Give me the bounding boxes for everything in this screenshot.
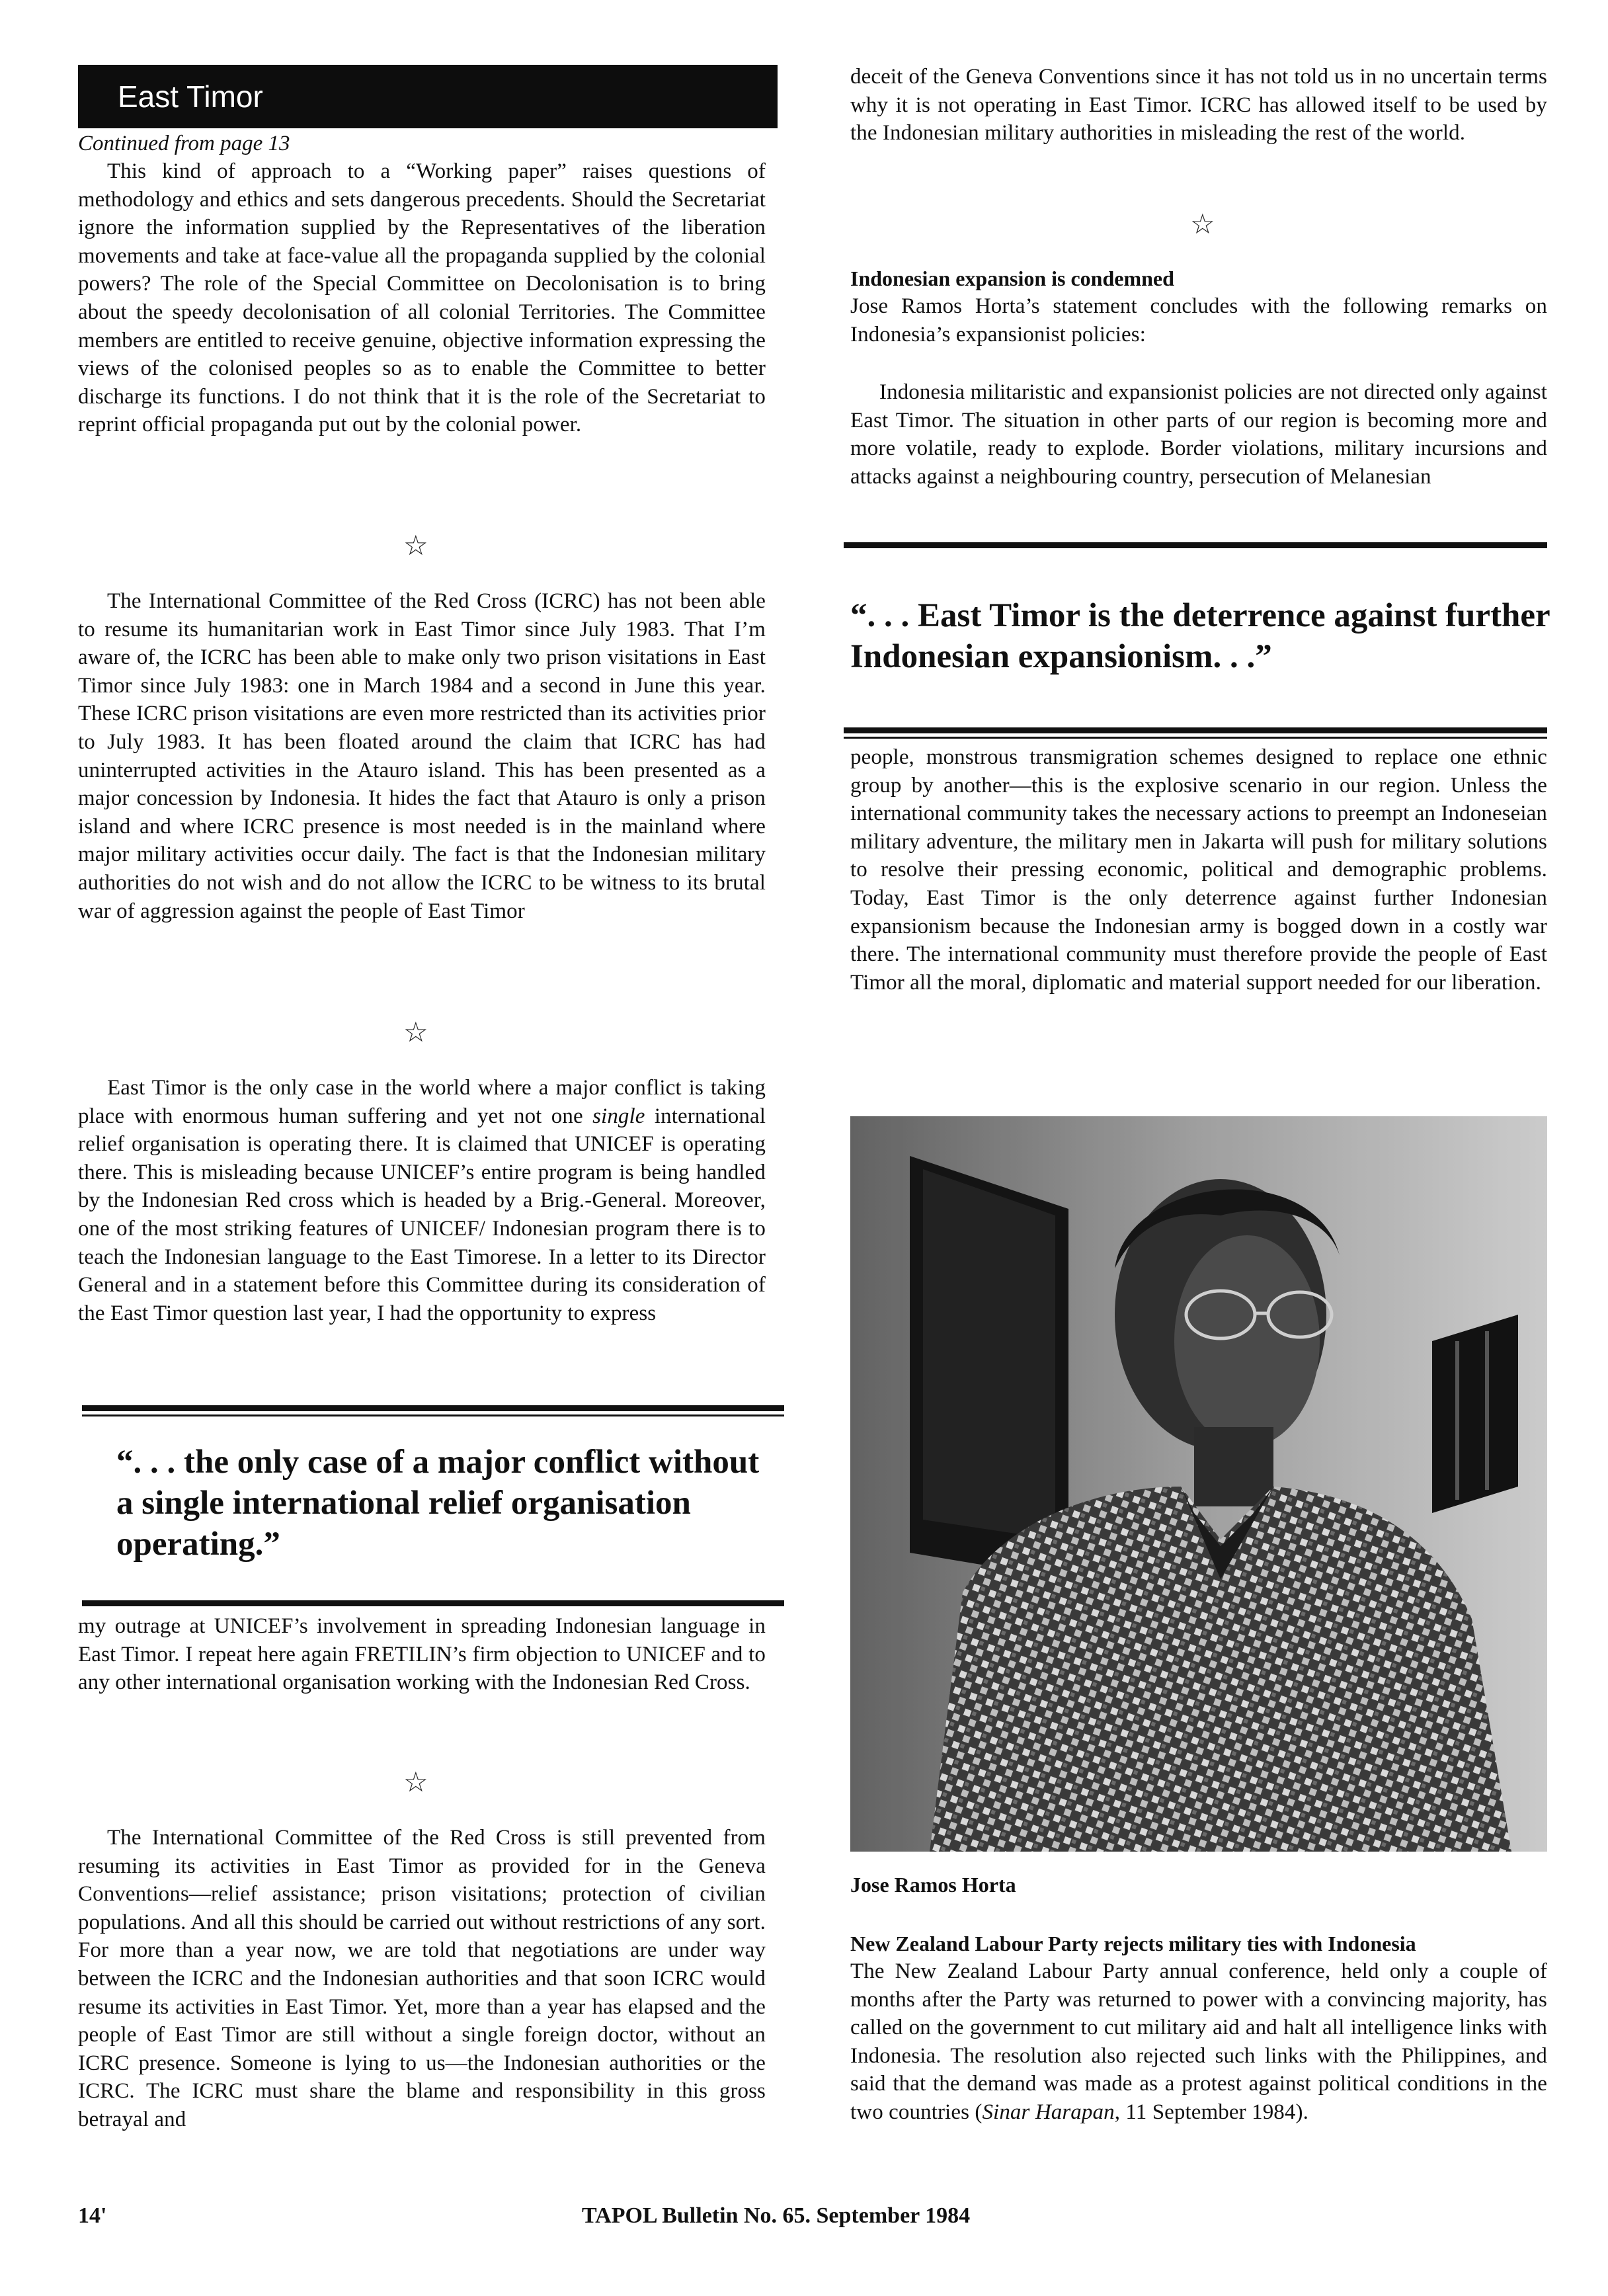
right-pullquote-rule-bottom-thin xyxy=(844,737,1547,739)
pullquote-rule-bottom xyxy=(82,1600,784,1606)
right-paragraph-2: Jose Ramos Horta’s statement concludes with the following remarks on Indonesia’s expansionist policies: xyxy=(850,294,1547,347)
right-pullquote: “. . . East Timor is the deterrence against further Indonesian expansionism. . .” xyxy=(850,597,1550,675)
portrait-photo-illustration xyxy=(850,1116,1547,1852)
right-pullquote-rule-top xyxy=(844,542,1547,548)
subhead-expansion: Indonesian expansion is condemned xyxy=(850,266,1174,290)
left-paragraph-2: The International Committee of the Red Cross (ICRC) has not been able to resume its humanitarian work in East Timor since July 1983. That I’m aware of, the ICRC has been able to make only two prison visitations in East Timor since July 1983: one in March 1984 and a second in June this year. These ICRC prison visitations are even more restricted than its activities prior to July 1983. It has been floated around the claim that ICRC has had uninterrupted activities in the Atauro island. This has been presented as a major concession by Indonesia. It hides the fact that Atauro is only a prison island and where ICRC presence is most needed is in the mainland where major military activities occur daily. The fact is that the Indonesian military authorities do not wish and do not allow the ICRC to be witness to its brutal war of aggression against the people of East Timor xyxy=(78,589,766,923)
page-number: 14' xyxy=(78,2203,107,2228)
publication-footer: TAPOL Bulletin No. 65. September 1984 xyxy=(582,2203,971,2228)
right-paragraph-1: deceit of the Geneva Conventions since it has not told us in no uncertain terms why it is not operating in East Timor. ICRC has allowed itself to be used by the Indonesian military authorities in misleading the rest of the world. xyxy=(850,65,1547,145)
emphasis-single: single xyxy=(592,1104,645,1128)
left-paragraph-4: my outrage at UNICEF’s involvement in spreading Indonesian language in East Timor. I repeat here again FRETILIN’s firm objection to UNICEF and to any other international organisation working with the Indonesian Red Cross. xyxy=(78,1614,766,1695)
right-paragraph-3: Indonesia militaristic and expansionist policies are not directed only against East Timor. The situation in other parts of our region is becoming more and more volatile, ready to explode. Border violations, military incursions and attacks against a neighbouring country, persecution of Melanesian xyxy=(850,380,1547,489)
star-divider-1: ☆ xyxy=(403,529,428,561)
section-title: East Timor xyxy=(78,65,778,128)
left-pullquote: “. . . the only case of a major conflict without a single international relief organisation operating.” xyxy=(116,1444,760,1563)
continued-from-note: Continued from page 13 xyxy=(78,132,290,155)
right-paragraph-5 xyxy=(850,1957,1547,2127)
left-paragraph-3 xyxy=(78,1074,766,1327)
pullquote-rule-top xyxy=(82,1405,784,1411)
portrait-photo xyxy=(850,1116,1547,1852)
left-paragraph-3-end: international relief organisation is operating there. It is claimed that UNICEF is operating there. This is misleading because UNICEF’s entire program is being handled by the Indonesian Red cross which is headed by a Brig.-General. Moreover, one of the most striking features of UNICEF/ Indonesian program there is to teach the Indonesian language to the East Timorese. In a letter to its Director General and in a statement before this Committee during its consideration of the East Timor question last year, I had the opportunity to express xyxy=(78,1104,766,1325)
star-divider-3: ☆ xyxy=(403,1766,428,1798)
left-paragraph-3-start: East Timor is the only case in the world where a major conflict is taking place with enormous human suffering and yet not one xyxy=(78,1076,766,1128)
left-paragraph-5: The International Committee of the Red Cross is still prevented from resuming its activities in East Timor as provided for in the Geneva Conventions—relief assistance; prison visitations; protection of civilian populations. And all this should be carried out without restrictions of any sort. For more than a year now, we are told that negotiations are under way between the ICRC and the Indonesian authorities and that soon ICRC would resume its activities in East Timor. Yet, more than a year has elapsed and the people of East Timor are still without a single foreign doctor, without an ICRC presence. Someone is lying to us—the Indonesian authorities or the ICRC. The ICRC must share the blame and responsibility in this gross betrayal and xyxy=(78,1826,766,2131)
star-divider-4: ☆ xyxy=(1190,208,1215,240)
photo-caption: Jose Ramos Horta xyxy=(850,1873,1016,1897)
citation-sinar-harapan: Sinar Harapan xyxy=(982,2100,1115,2124)
right-paragraph-5-start: The New Zealand Labour Party annual conference, held only a couple of months after the Party was returned to power with a convincing majority, has called on the government to cut military aid and halt all intelligence links with Indonesia. The resolution also rejected such links with the Philippines, and said that the demand was made as a protest against political conditions in the two countries ( xyxy=(850,1959,1547,2124)
pullquote-rule-top-thin xyxy=(82,1414,784,1416)
subhead-new-zealand: New Zealand Labour Party rejects military ties with Indonesia xyxy=(850,1932,1416,1955)
right-paragraph-4: people, monstrous transmigration schemes designed to replace one ethnic group by another—this is the explosive scenario in our region. Unless the international community takes the necessary actions to preempt an Indoneseian military adventure, the military men in Jakarta will push for military solutions to resolve their pressing economic, political and demographic problems. Today, East Timor is the only deterrence against further Indonesian expansionism because the Indonesian army is bogged down in a costly war there. The international community must therefore provide the people of East Timor all the moral, diplomatic and material support needed for our liberation. xyxy=(850,745,1547,995)
star-divider-2: ☆ xyxy=(403,1016,428,1048)
left-paragraph-1: This kind of approach to a “Working paper” raises questions of methodology and ethics and sets dangerous precedents. Should the Secretariat ignore the information supplied by the Representatives of the liberation movements and take at face-value all the propaganda supplied by the colonial powers? The role of the Special Committee on Decolonisation is to bring about the speedy decolonisation of all colonial Territories. The Committee members are entitled to receive genuine, objective information expressing the views of the colonised peoples so as to enable the Committee to better discharge its functions. I do not think that it is the role of the Secretariat to reprint official propaganda put out by the colonial power. xyxy=(78,159,766,437)
right-pullquote-rule-bottom xyxy=(844,727,1547,733)
right-paragraph-5-end: , 11 September 1984). xyxy=(1114,2100,1308,2124)
